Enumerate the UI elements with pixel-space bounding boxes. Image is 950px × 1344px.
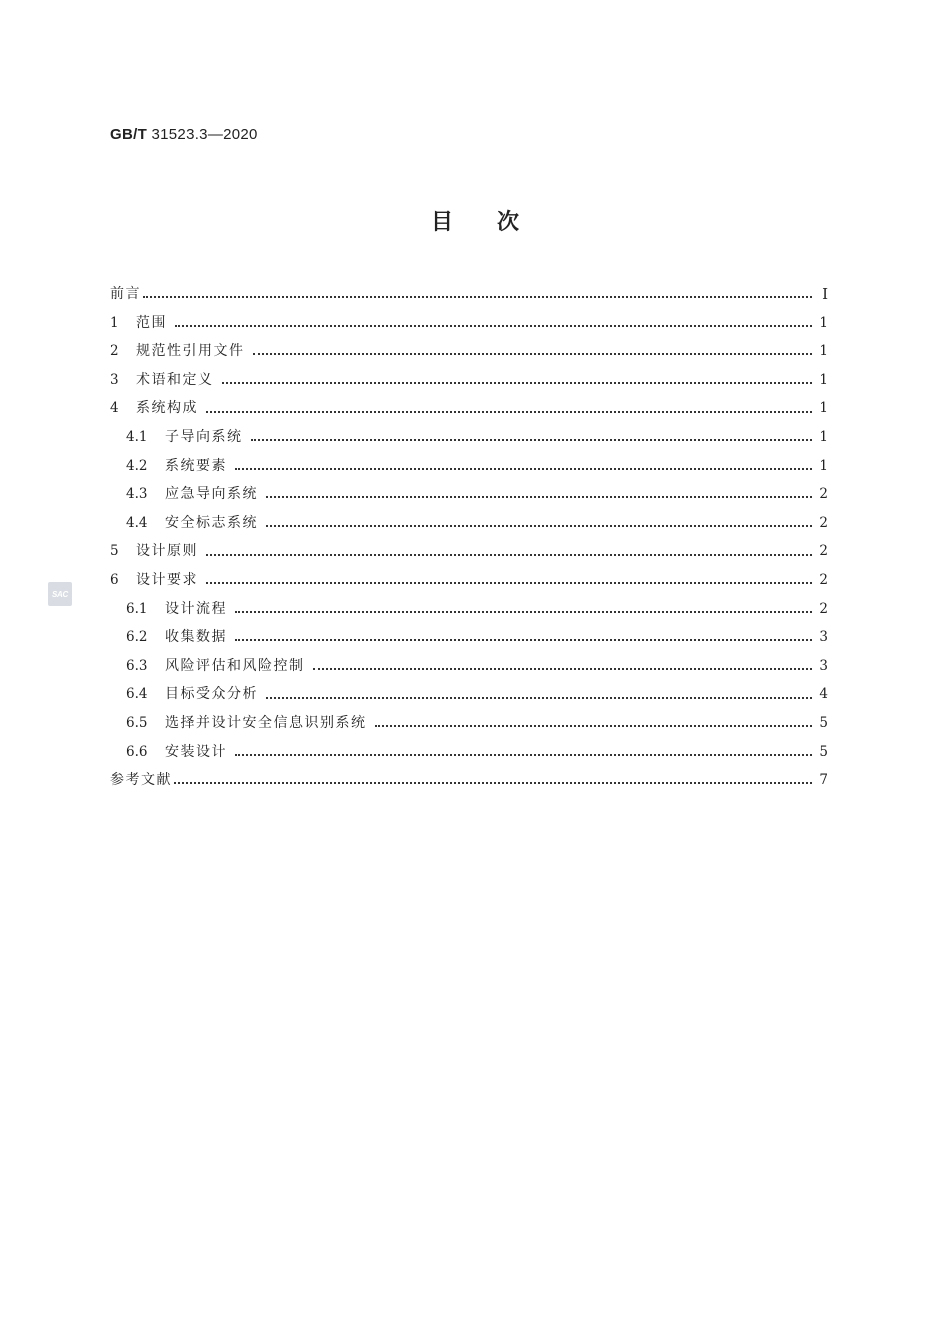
toc-entry-label: 规范性引用文件	[136, 343, 245, 360]
toc-entry-label: 应急导向系统	[165, 486, 258, 503]
toc-entry-label: 系统要素	[165, 457, 227, 474]
toc-entry-page: 1	[819, 400, 828, 417]
toc-entry-label: 前言	[110, 286, 141, 302]
toc-entry-number: 6.6	[126, 743, 148, 760]
toc-entry-6-3[interactable]	[110, 652, 828, 681]
toc-entry-6-6[interactable]	[110, 738, 828, 767]
toc-entry-label: 设计要求	[136, 571, 198, 588]
page-title	[0, 205, 950, 236]
toc-leader-dots	[235, 754, 812, 756]
toc-leader-dots	[266, 697, 812, 699]
toc-entry-label: 风险评估和风险控制	[165, 657, 305, 674]
toc-entry-page: 2	[819, 486, 828, 503]
toc-entry-foreword[interactable]	[110, 280, 828, 309]
toc-entry-page: 3	[819, 629, 828, 646]
toc-leader-dots	[206, 411, 812, 413]
toc-entry-label: 安装设计	[165, 743, 227, 760]
toc-leader-dots	[235, 639, 812, 641]
toc-entry-6-4[interactable]	[110, 680, 828, 709]
toc-entry-number: 6.2	[126, 629, 148, 646]
toc-entry-number: 6	[110, 571, 119, 588]
toc-entry-number: 4.1	[126, 428, 148, 445]
toc-entry-2[interactable]	[110, 337, 828, 366]
toc-entry-number: 3	[110, 371, 119, 388]
toc-entry-label: 设计原则	[136, 543, 198, 560]
toc-leader-dots	[375, 725, 813, 727]
toc-entry-label: 目标受众分析	[165, 686, 258, 703]
toc-leader-dots	[206, 554, 812, 556]
toc-entry-6-2[interactable]	[110, 623, 828, 652]
toc-entry-label: 系统构成	[136, 400, 198, 417]
watermark-text: SAC	[52, 589, 68, 599]
title-char-2: 次	[497, 210, 520, 235]
toc-entry-number: 6.3	[126, 657, 148, 674]
toc-entry-4-3[interactable]	[110, 480, 828, 509]
toc-entry-1[interactable]	[110, 309, 828, 338]
toc-entry-4-2[interactable]	[110, 452, 828, 481]
table-of-contents	[110, 280, 828, 795]
toc-entry-5[interactable]	[110, 537, 828, 566]
title-char-1: 目	[430, 210, 453, 235]
toc-entry-page: 7	[819, 772, 828, 789]
toc-entry-number: 2	[110, 343, 119, 360]
toc-entry-page: 2	[819, 543, 828, 560]
toc-leader-dots	[235, 611, 812, 613]
toc-entry-number: 6.5	[126, 714, 148, 731]
toc-entry-label: 收集数据	[165, 629, 227, 646]
toc-leader-dots	[175, 325, 812, 327]
toc-entry-number: 6.1	[126, 600, 148, 617]
toc-entry-number: 4.4	[126, 514, 148, 531]
toc-leader-dots	[251, 439, 813, 441]
toc-entry-label: 安全标志系统	[165, 514, 258, 531]
toc-entry-page: 2	[819, 571, 828, 588]
toc-entry-number: 4	[110, 400, 119, 417]
toc-entry-6[interactable]	[110, 566, 828, 595]
standard-code	[110, 126, 258, 143]
toc-entry-page: 1	[819, 343, 828, 360]
toc-leader-dots	[313, 668, 813, 670]
toc-entry-page: 2	[819, 600, 828, 617]
toc-entry-page: 1	[819, 314, 828, 331]
toc-leader-dots	[206, 582, 812, 584]
toc-entry-4-1[interactable]	[110, 423, 828, 452]
toc-entry-bibliography[interactable]	[110, 766, 828, 795]
sac-watermark-logo	[48, 582, 72, 606]
toc-entry-label: 选择并设计安全信息识别系统	[165, 714, 367, 731]
toc-leader-dots	[222, 382, 813, 384]
toc-entry-number: 6.4	[126, 686, 148, 703]
toc-entry-4-4[interactable]	[110, 509, 828, 538]
toc-entry-label: 范围	[136, 314, 167, 331]
standard-prefix: GB/T	[110, 126, 148, 143]
toc-entry-6-5[interactable]	[110, 709, 828, 738]
toc-leader-dots	[266, 525, 812, 527]
toc-entry-page: 1	[819, 371, 828, 388]
toc-leader-dots	[235, 468, 812, 470]
toc-entry-label: 参考文献	[110, 772, 172, 789]
toc-entry-3[interactable]	[110, 366, 828, 395]
toc-entry-page: 1	[819, 457, 828, 474]
toc-entry-page: 1	[819, 428, 828, 445]
toc-entry-label: 术语和定义	[136, 371, 214, 388]
toc-entry-page: 5	[819, 714, 828, 731]
toc-leader-dots	[266, 496, 812, 498]
toc-entry-number: 4.3	[126, 486, 148, 503]
toc-entry-6-1[interactable]	[110, 595, 828, 624]
toc-entry-label: 设计流程	[165, 600, 227, 617]
toc-entry-page: 3	[819, 657, 828, 674]
toc-entry-page: I	[822, 285, 828, 303]
toc-entry-page: 4	[819, 686, 828, 703]
toc-entry-number: 1	[110, 314, 119, 331]
toc-leader-dots	[253, 353, 813, 355]
toc-leader-dots	[143, 296, 812, 298]
toc-entry-label: 子导向系统	[165, 428, 243, 445]
standard-number: 31523.3—2020	[151, 126, 258, 143]
toc-entry-number: 4.2	[126, 457, 148, 474]
toc-entry-page: 5	[819, 743, 828, 760]
toc-entry-page: 2	[819, 514, 828, 531]
toc-entry-number: 5	[110, 543, 119, 560]
toc-entry-4[interactable]	[110, 394, 828, 423]
toc-leader-dots	[174, 782, 812, 784]
